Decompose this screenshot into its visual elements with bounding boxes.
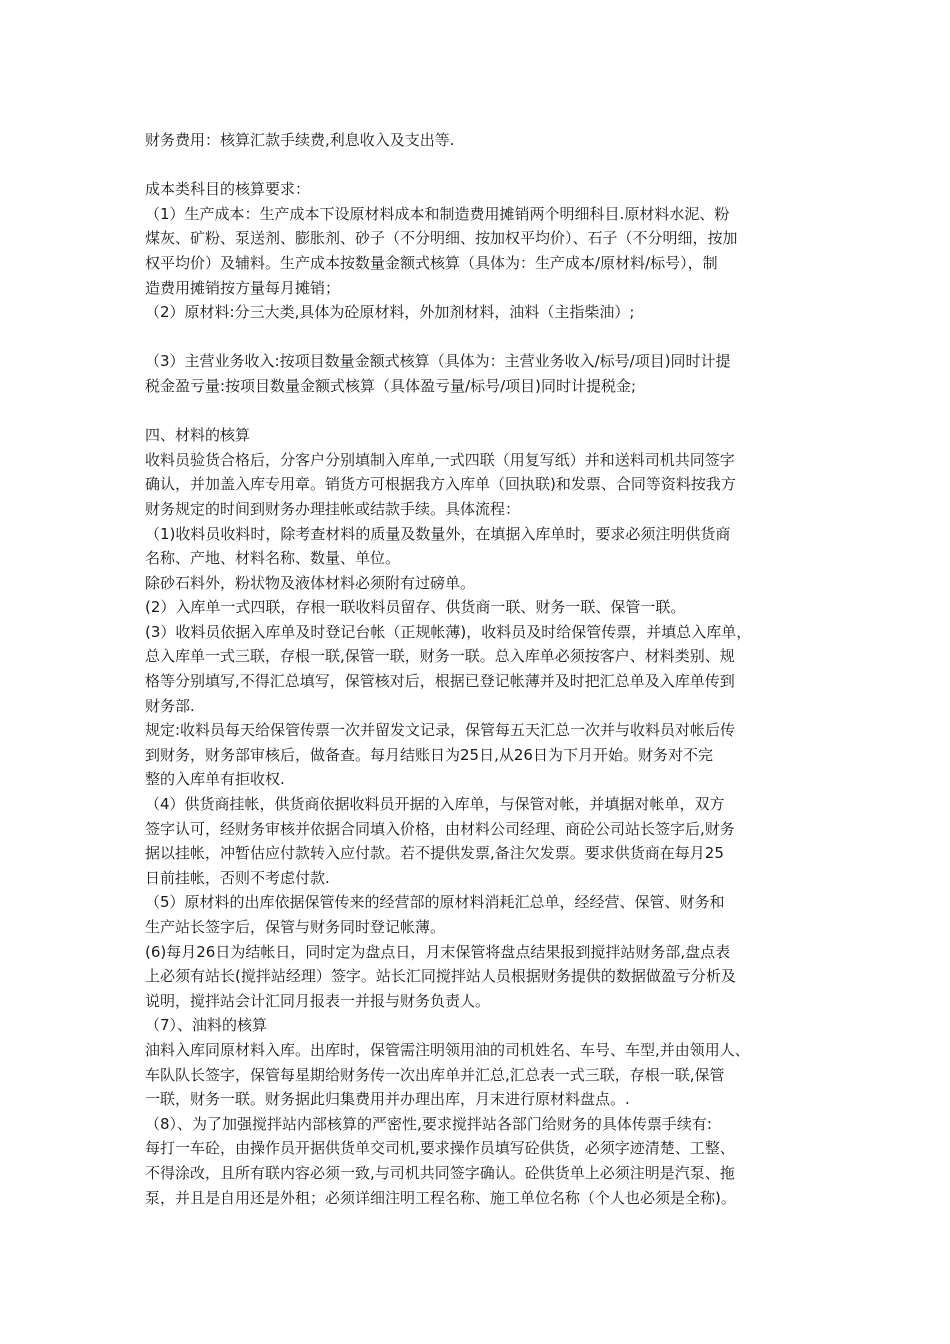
text-line: (6)每月26日为结帐日，同时定为盘点日，月末保管将盘点结果报到搅拌站财务部,盘点表 [145, 942, 731, 961]
text-line: 一联，财务一联。财务据此归集费用并办理出库，月末进行原材料盘点。. [145, 1090, 630, 1109]
text-line: 名称、产地、材料名称、数量、单位。 [145, 549, 401, 568]
text-line: 总入库单一式三联，存根一联,保管一联，财务一联。总入库单必须按客户、材料类别、规 [145, 647, 735, 666]
text-line: 到财务，财务部审核后，做备查。每月结账日为25日,从26日为下月开始。财务对不完 [145, 745, 713, 764]
text-line: （7）、油料的核算 [145, 1016, 268, 1035]
text-line [145, 325, 825, 350]
text-line: 整的入库单有拒收权. [145, 770, 285, 789]
text-line: 上必须有站长(搅拌站经理）签字。站长汇同搅拌站人员根据财务提供的数据做盈亏分析及 [145, 967, 736, 986]
text-line: (3）收料员依据入库单及时登记台帐（正规帐薄)，收料员及时给保管传票，并填总入库单， [145, 622, 752, 641]
text-line: 据以挂帐，冲暂估应付款转入应付款。若不提供发票,备注欠发票。要求供货商在每月25 [145, 844, 724, 863]
text-line: 税金盈亏量:按项目数量金额式核算（具体盈亏量/标号/项目)同时计提税金; [145, 376, 637, 395]
text-line: （8）、为了加强搅拌站内部核算的严密性,要求搅拌站各部门给财务的具体传票手续有: [145, 1114, 712, 1133]
text-line: 成本类科目的核算要求： [145, 180, 311, 199]
text-line: （4）供货商挂帐，供货商依据收料员开据的入库单，与保管对帐，并填据对帐单，双方 [145, 795, 725, 814]
text-line: （5）原材料的出库依据保管传来的经营部的原材料消耗汇总单，经经营、保管、财务和 [145, 893, 725, 912]
text-line: 财务规定的时间到财务办理挂帐或结款手续。具体流程： [145, 499, 521, 518]
text-line: 四、材料的核算 [145, 426, 251, 445]
text-line: 日前挂帐，否则不考虑付款. [145, 868, 330, 887]
text-line: 确认，并加盖入库专用章。销货方可根据我方入库单（回执联)和发票、合同等资料按我方 [145, 475, 736, 494]
text-line: （2）原材料:分三大类,具体为砼原材料，外加剂材料，油料（主指柴油）; [145, 303, 635, 322]
text-line: （3）主营业务收入:按项目数量金额式核算（具体为：主营业务收入/标号/项目)同时计提 [145, 352, 731, 371]
text-line: 签字认可，经财务审核并依据合同填入价格，由材料公司经理、商砼公司站长签字后,财务 [145, 819, 735, 838]
text-line: 泵，并且是自用还是外租；必须详细注明工程名称、施工单位名称（个人也必须是全称)。 [145, 1188, 736, 1207]
text-line: 造费用摊销按方量每月摊销； [145, 278, 341, 297]
text-line: 车队队长签字，保管每星期给财务传一次出库单并汇总,汇总表一式三联，存根一联,保管 [145, 1065, 725, 1084]
text-line: 财务部. [145, 696, 195, 715]
text-line: (2）入库单一式四联，存根一联收料员留存、供货商一联、财务一联、保管一联。 [145, 598, 686, 617]
text-line: 生产站长签字后，保管与财务同时登记帐薄。 [145, 918, 446, 936]
text-line: 除砂石料外，粉状物及液体材料必须附有过磅单。 [145, 573, 476, 592]
text-line: （1)收料员收料时，除考查材料的质量及数量外，在填据入库单时，要求必须注明供货商 [145, 524, 731, 543]
text-line: 油料入库同原材料入库。出库时，保管需注明领用油的司机姓名、车号、车型,并由领用人、 [145, 1040, 750, 1059]
text-line [145, 153, 825, 178]
text-line: 不得涂改，且所有联内容必须一致,与司机共同签字确认。砼供货单上必须注明是汽泵、拖 [145, 1163, 735, 1182]
text-line [145, 399, 825, 424]
text-line: 财务费用：核算汇款手续费,利息收入及支出等. [145, 131, 455, 149]
text-line: 煤灰、矿粉、泵送剂、膨胀剂、砂子（不分明细、按加权平均价）、石子（不分明细，按加 [145, 229, 738, 248]
text-line: 每打一车砼，由操作员开据供货单交司机,要求操作员填写砼供货，必须字迹清楚、工整、 [145, 1139, 735, 1158]
document-body [145, 128, 825, 1210]
text-line: 说明，搅拌站会计汇同月报表一并报与财务负责人。 [145, 991, 491, 1010]
text-line: 权平均价）及辅料。生产成本按数量金额式核算（具体为：生产成本/原材料/标号），制 [145, 253, 718, 272]
text-line: 格等分别填写,不得汇总填写，保管核对后，根据已登记帐薄并及时把汇总单及入库单传到 [145, 672, 735, 691]
text-line: 规定:收料员每天给保管传票一次并留发文记录，保管每五天汇总一次并与收料员对帐后传 [145, 721, 736, 740]
text-line: （1）生产成本：生产成本下设原材料成本和制造费用摊销两个明细科目.原材料水泥、粉 [145, 204, 730, 223]
text-line: 收料员验货合格后，分客户分别填制入库单,一式四联（用复写纸）并和送料司机共同签字 [145, 450, 735, 469]
